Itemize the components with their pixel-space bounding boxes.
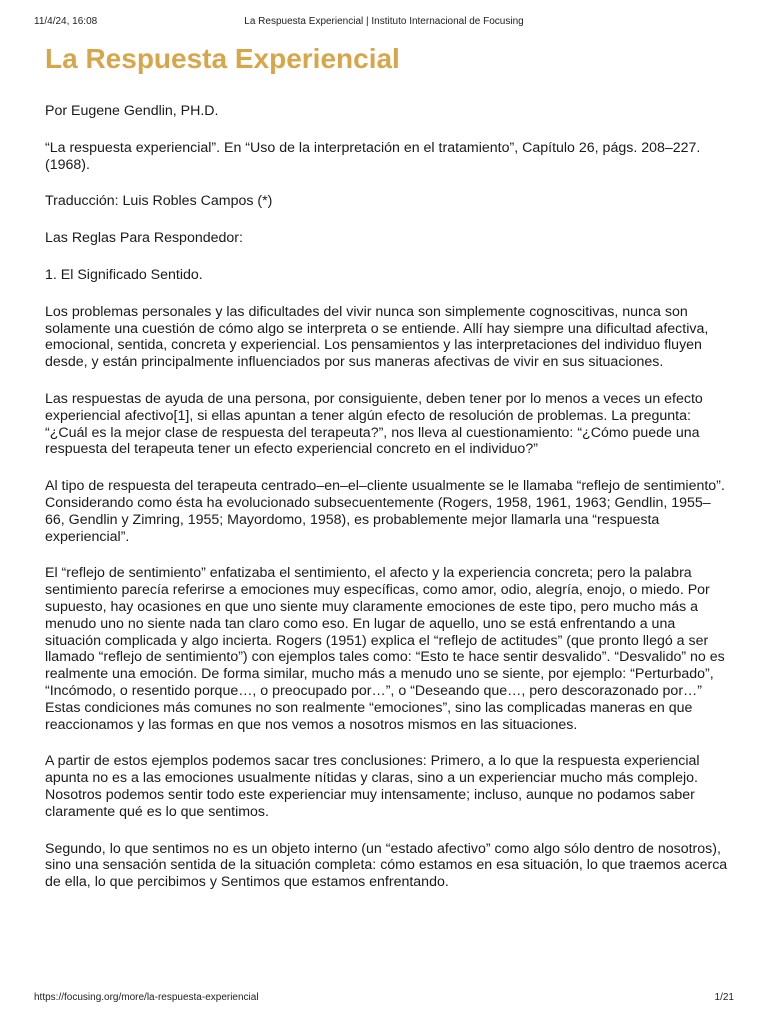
citation: “La respuesta experiencial”. En “Uso de la interpretación en el tratamiento”, Capítulo 26, págs. 208–227. (1968). (45, 139, 701, 173)
body-paragraph: El “reflejo de sentimiento” enfatizaba el sentimiento, el afecto y la experiencia concreta; pero la palabra sentimiento parecía referirse a emociones muy específicas, como amor, odio, alegría, enojo, o miedo. Por supuesto, hay ocasiones en que uno siente muy claramente emociones de este tipo, pero mucho más a menudo uno no siente nada tan claro como eso. En lugar de aquello, uno se está enfrentando a una situación complicada y algo incierta. Rogers (1951) explica el “reflejo de actitudes” (que pronto llegó a ser llamado “reflejo de sentimiento”) con ejemplos tales como: “Esto te hace sentir desvalido”. “Desvalido” no es realmente una emoción. De forma similar, mucho más a menudo uno se siente, por ejemplo: “Perturbado”, “Incómodo, o resentido porque…, o preocupado por…”, o “Deseando que…, pero descorazonado por…” Estas condiciones más comunes no son realmente “emociones”, sino las complicadas maneras en que reaccionamos y las formas en que nos vemos a nosotros mismos en las situaciones. (45, 565, 725, 733)
print-url: https://focusing.org/more/la-respuesta-experiencial (34, 992, 259, 1003)
page-number: 1/21 (714, 992, 734, 1003)
print-page-title: La Respuesta Experiencial | Instituto Internacional de Focusing (244, 16, 524, 27)
print-footer (34, 992, 734, 1006)
translation-credit: Traducción: Luis Robles Campos (*) (45, 193, 273, 210)
subsection-heading: 1. El Significado Sentido. (45, 266, 203, 283)
body-paragraph: Las respuestas de ayuda de una persona, por consiguiente, deben tener por lo menos a veces un efecto experiencial afectivo[1], si ellas apuntan a tener algún efecto de resolución de problemas. La pregunta: “¿Cuál es la mejor clase de respuesta del terapeuta?”, nos lleva al cuestionamiento: “¿Cómo puede una respuesta del terapeuta tener un efecto experiencial concreto en el individuo?” (45, 390, 703, 458)
print-datetime: 11/4/24, 16:08 (34, 16, 98, 27)
print-header (34, 16, 734, 30)
body-paragraph: A partir de estos ejemplos podemos sacar tres conclusiones: Primero, a lo que la respuesta experiencial apunta no es a las emociones usualmente nítidas y claras, sino a un experienciar mucho más complejo. Nosotros podemos sentir todo este experienciar muy intensamente; incluso, aunque no podamos saber claramente qué es lo que sentimos. (45, 753, 700, 820)
body-paragraph: Al tipo de respuesta del terapeuta centrado–en–el–cliente usualmente se le llamaba “reflejo de sentimiento”. Considerando como ésta ha evolucionado subsecuentemente (Rogers, 1958, 1961, 1963; Gendlin, 1955–66, Gendlin y Zimring, 1955; Mayordomo, 1958), es probablemente mejor llamarla una “respuesta experiencial”. (45, 478, 725, 545)
section-heading: Las Reglas Para Respondedor: (45, 230, 243, 247)
article (45, 42, 730, 911)
body-paragraph: Segundo, lo que sentimos no es un objeto interno (un “estado afectivo” como algo sólo dentro de nosotros), sino una sensación sentida de la situación completa: cómo estamos en esa situación, lo que traemos acerca de ella, lo que percibimos y Sentimos que estamos enfrentando. (45, 840, 728, 891)
author-line: Por Eugene Gendlin, PH.D. (45, 103, 219, 119)
article-title: La Respuesta Experiencial (45, 43, 400, 74)
body-paragraph: Los problemas personales y las dificultades del vivir nunca son simplemente cognoscitivas, nunca son solamente una cuestión de cómo algo se interpreta o se entiende. Allí hay siempre una dificultad afectiva, emocional, sentida, concreta y experiencial. Los pensamientos y las interpretaciones del individuo fluyen desde, y están principalmente influenciados por sus maneras afectivas de vivir en sus situaciones. (45, 303, 709, 371)
